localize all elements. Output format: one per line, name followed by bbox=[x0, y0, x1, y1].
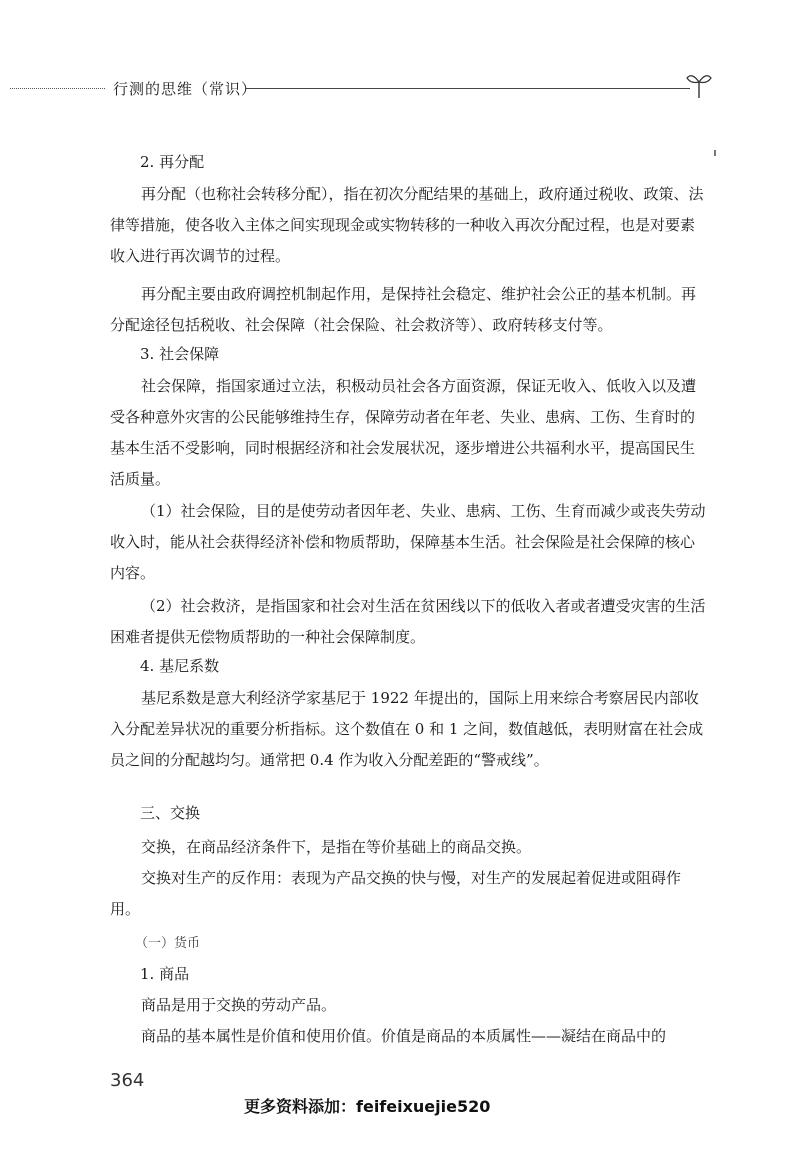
paragraph-social-insurance: （1）社会保险，目的是使劳动者因年老、失业、患病、工伤、生育而减少或丧失劳动收入时，能从社会获得经济补偿和物质帮助，保障基本生活。社会保险是社会保障的核心内容。 bbox=[110, 502, 706, 582]
header-title: 行测的思维（常识） bbox=[113, 80, 258, 98]
footer-note: 更多资料添加：feifeixuejie520 bbox=[244, 1097, 491, 1116]
heading-exchange: 三、交换 bbox=[140, 804, 201, 822]
margin-tick bbox=[714, 150, 716, 156]
heading-social-security: 3. 社会保障 bbox=[140, 345, 220, 363]
heading-commodity: 1. 商品 bbox=[140, 965, 190, 983]
sprout-icon bbox=[684, 70, 714, 100]
paragraph-exchange-2: 交换对生产的反作用：表现为产品交换的快与慢，对生产的发展起着促进或阻碍作用。 bbox=[110, 869, 682, 918]
paragraph-commodity-2: 商品的基本属性是价值和使用价值。价值是商品的本质属性——凝结在商品中的 bbox=[141, 1027, 667, 1045]
paragraph-gini: 基尼系数是意大利经济学家基尼于 1922 年提出的，国际上用来综合考察居民内部收入分配差异状况的重要分析指标。这个数值在 0 和 1 之间，数值越低，表明财富在社会成员之间的分配越均匀。通常把 0.4 作为收入分配差距的“警戒线”。 bbox=[110, 689, 704, 769]
paragraph-redistribution-1: 再分配（也称社会转移分配），指在初次分配结果的基础上，政府通过税收、政策、法律等措施，使各收入主体之间实现现金或实物转移的一种收入再次分配过程，也是对要素收入进行再次调节的过程。 bbox=[110, 185, 704, 265]
paragraph-social-security-1: 社会保障，指国家通过立法，积极动员社会各方面资源，保证无收入、低收入以及遭受各种意外灾害的公民能够维持生存，保障劳动者在年老、失业、患病、工伤、生育时的基本生活不受影响，同时根据经济和社会发展状况，逐步增进公共福利水平，提高国民生活质量。 bbox=[110, 377, 697, 488]
heading-gini: 4. 基尼系数 bbox=[140, 657, 220, 675]
running-header bbox=[0, 70, 800, 110]
heading-redistribution: 2. 再分配 bbox=[140, 153, 205, 171]
paragraph-exchange-1: 交换，在商品经济条件下，是指在等价基础上的商品交换。 bbox=[141, 838, 532, 856]
heading-currency: （一）货币 bbox=[135, 936, 201, 951]
header-rule bbox=[245, 88, 690, 89]
paragraph-redistribution-2: 再分配主要由政府调控机制起作用，是保持社会稳定、维护社会公正的基本机制。再分配途径包括税收、社会保障（社会保险、社会救济等）、政府转移支付等。 bbox=[110, 285, 697, 334]
page-number: 364 bbox=[110, 1070, 145, 1091]
header-dotted-rule bbox=[10, 88, 105, 89]
paragraph-commodity-1: 商品是用于交换的劳动产品。 bbox=[141, 996, 337, 1014]
paragraph-social-relief: （2）社会救济，是指国家和社会对生活在贫困线以下的低收入者或者遭受灾害的生活困难者提供无偿物质帮助的一种社会保障制度。 bbox=[110, 597, 706, 646]
